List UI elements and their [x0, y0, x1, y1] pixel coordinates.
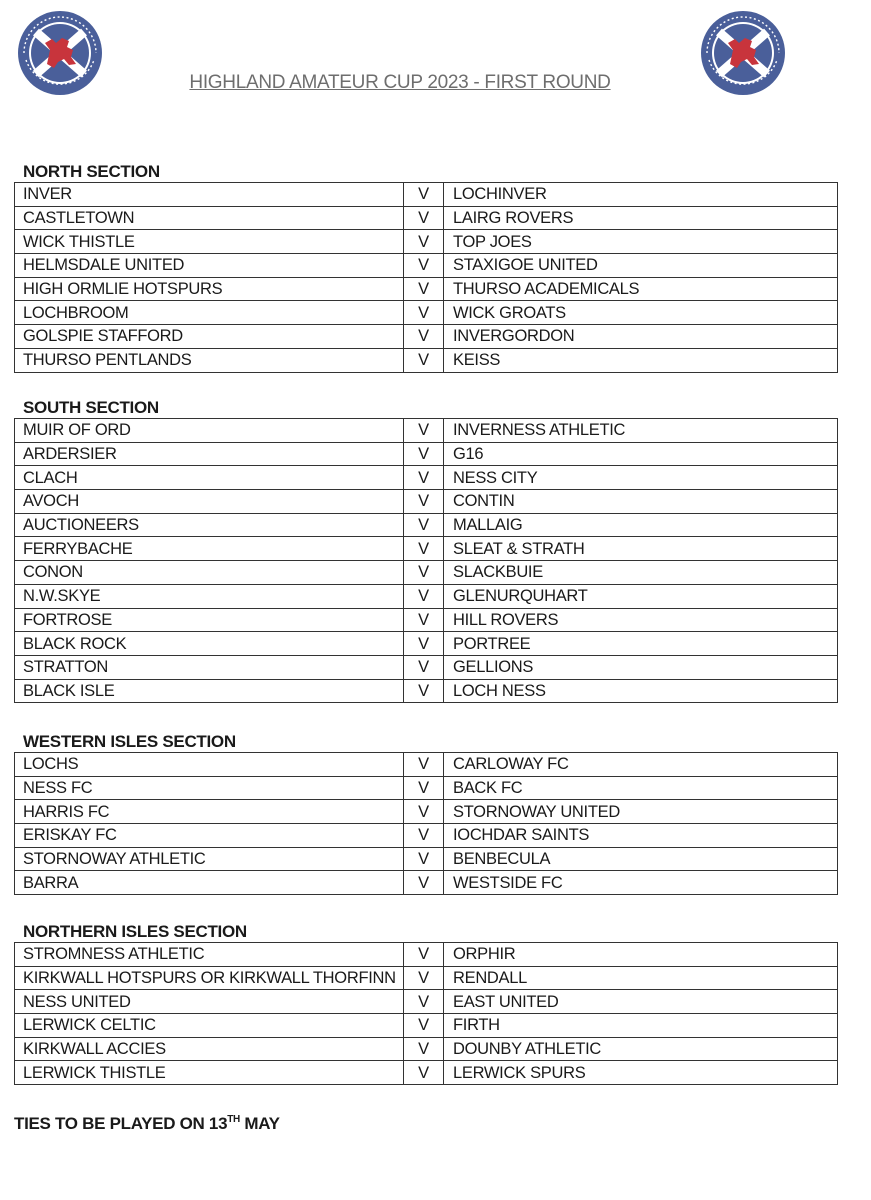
section-title: SOUTH SECTION — [23, 398, 159, 417]
away-team: G16 — [444, 442, 838, 466]
away-team: STORNOWAY UNITED — [444, 800, 838, 824]
fixture-row — [15, 537, 838, 561]
date-ordinal: TH — [227, 1114, 240, 1125]
away-team: INVERNESS ATHLETIC — [444, 419, 838, 443]
fixture-row — [15, 990, 838, 1014]
away-team: EAST UNITED — [444, 990, 838, 1014]
fixture-row — [15, 183, 838, 207]
fixture-row — [15, 254, 838, 278]
versus-mark: V — [404, 847, 444, 871]
away-team: CONTIN — [444, 490, 838, 514]
versus-mark: V — [404, 632, 444, 656]
home-team: AVOCH — [15, 490, 404, 514]
away-team: NESS CITY — [444, 466, 838, 490]
versus-mark: V — [404, 348, 444, 372]
fixture-row — [15, 632, 838, 656]
section-title: NORTH SECTION — [23, 162, 160, 181]
fixture-row — [15, 348, 838, 372]
versus-mark: V — [404, 871, 444, 895]
fixtures-table — [14, 182, 838, 373]
away-team: LERWICK SPURS — [444, 1061, 838, 1085]
away-team: LAIRG ROVERS — [444, 206, 838, 230]
away-team: WICK GROATS — [444, 301, 838, 325]
versus-mark: V — [404, 1061, 444, 1085]
home-team: FERRYBACHE — [15, 537, 404, 561]
play-date-text: TIES TO BE PLAYED ON 13 — [14, 1114, 228, 1133]
north-section — [14, 161, 838, 373]
versus-mark: V — [404, 943, 444, 967]
home-team: HIGH ORMLIE HOTSPURS — [15, 277, 404, 301]
home-team: NESS FC — [15, 776, 404, 800]
fixture-row — [15, 1014, 838, 1038]
versus-mark: V — [404, 206, 444, 230]
home-team: GOLSPIE STAFFORD — [15, 325, 404, 349]
home-team: LERWICK CELTIC — [15, 1014, 404, 1038]
versus-mark: V — [404, 1037, 444, 1061]
away-team: LOCH NESS — [444, 679, 838, 703]
away-team: ORPHIR — [444, 943, 838, 967]
home-team: LOCHS — [15, 753, 404, 777]
home-team: BLACK ISLE — [15, 679, 404, 703]
fixture-row — [15, 608, 838, 632]
home-team: WICK THISTLE — [15, 230, 404, 254]
fixture-row — [15, 1061, 838, 1085]
versus-mark: V — [404, 966, 444, 990]
fixture-row — [15, 419, 838, 443]
home-team: CLACH — [15, 466, 404, 490]
home-team: STRATTON — [15, 655, 404, 679]
fixture-row — [15, 679, 838, 703]
fixtures-table — [14, 942, 838, 1085]
versus-mark: V — [404, 990, 444, 1014]
versus-mark: V — [404, 608, 444, 632]
fixture-row — [15, 466, 838, 490]
northern-isles-section — [14, 921, 838, 1085]
section-title: NORTHERN ISLES SECTION — [23, 922, 247, 941]
away-team: GELLIONS — [444, 655, 838, 679]
section-title: WESTERN ISLES SECTION — [23, 732, 236, 751]
versus-mark: V — [404, 419, 444, 443]
away-team: SLEAT & STRATH — [444, 537, 838, 561]
fixture-row — [15, 490, 838, 514]
fixture-row — [15, 513, 838, 537]
versus-mark: V — [404, 537, 444, 561]
away-team: IOCHDAR SAINTS — [444, 824, 838, 848]
home-team: LERWICK THISTLE — [15, 1061, 404, 1085]
home-team: FORTROSE — [15, 608, 404, 632]
versus-mark: V — [404, 561, 444, 585]
versus-mark: V — [404, 442, 444, 466]
home-team: LOCHBROOM — [15, 301, 404, 325]
fixtures-table — [14, 752, 838, 895]
home-team: CONON — [15, 561, 404, 585]
fixture-row — [15, 753, 838, 777]
versus-mark: V — [404, 800, 444, 824]
home-team: MUIR OF ORD — [15, 419, 404, 443]
away-team: HILL ROVERS — [444, 608, 838, 632]
home-team: STORNOWAY ATHLETIC — [15, 847, 404, 871]
fixture-row — [15, 561, 838, 585]
away-team: DOUNBY ATHLETIC — [444, 1037, 838, 1061]
fixture-row — [15, 325, 838, 349]
play-date-month: MAY — [239, 1114, 280, 1133]
home-team: KIRKWALL HOTSPURS OR KIRKWALL THORFINN — [15, 966, 404, 990]
home-team: HELMSDALE UNITED — [15, 254, 404, 278]
fixture-row — [15, 301, 838, 325]
fixture-row — [15, 1037, 838, 1061]
home-team: KIRKWALL ACCIES — [15, 1037, 404, 1061]
home-team: THURSO PENTLANDS — [15, 348, 404, 372]
western-isles-section — [14, 731, 838, 895]
versus-mark: V — [404, 254, 444, 278]
away-team: BACK FC — [444, 776, 838, 800]
away-team: SLACKBUIE — [444, 561, 838, 585]
fixture-row — [15, 943, 838, 967]
home-team: ERISKAY FC — [15, 824, 404, 848]
versus-mark: V — [404, 277, 444, 301]
versus-mark: V — [404, 753, 444, 777]
away-team: PORTREE — [444, 632, 838, 656]
away-team: MALLAIG — [444, 513, 838, 537]
versus-mark: V — [404, 466, 444, 490]
fixtures-table — [14, 418, 838, 703]
play-date-note — [14, 1114, 280, 1134]
home-team: NESS UNITED — [15, 990, 404, 1014]
fixture-row — [15, 655, 838, 679]
versus-mark: V — [404, 183, 444, 207]
fixture-row — [15, 277, 838, 301]
versus-mark: V — [404, 679, 444, 703]
away-team: INVERGORDON — [444, 325, 838, 349]
versus-mark: V — [404, 1014, 444, 1038]
fixture-row — [15, 230, 838, 254]
away-team: RENDALL — [444, 966, 838, 990]
fixture-row — [15, 776, 838, 800]
versus-mark: V — [404, 490, 444, 514]
fixture-row — [15, 871, 838, 895]
home-team: INVER — [15, 183, 404, 207]
fixture-row — [15, 206, 838, 230]
versus-mark: V — [404, 301, 444, 325]
fixture-row — [15, 800, 838, 824]
away-team: FIRTH — [444, 1014, 838, 1038]
home-team: BARRA — [15, 871, 404, 895]
home-team: STROMNESS ATHLETIC — [15, 943, 404, 967]
versus-mark: V — [404, 776, 444, 800]
versus-mark: V — [404, 230, 444, 254]
home-team: AUCTIONEERS — [15, 513, 404, 537]
fixture-row — [15, 442, 838, 466]
away-team: CARLOWAY FC — [444, 753, 838, 777]
home-team: HARRIS FC — [15, 800, 404, 824]
away-team: TOP JOES — [444, 230, 838, 254]
versus-mark: V — [404, 513, 444, 537]
home-team: N.W.SKYE — [15, 584, 404, 608]
page-title: HIGHLAND AMATEUR CUP 2023 - FIRST ROUND — [189, 72, 611, 93]
south-section — [14, 397, 838, 703]
fixture-row — [15, 584, 838, 608]
fixture-row — [15, 966, 838, 990]
away-team: WESTSIDE FC — [444, 871, 838, 895]
fixture-row — [15, 847, 838, 871]
versus-mark: V — [404, 655, 444, 679]
versus-mark: V — [404, 584, 444, 608]
fixture-row — [15, 824, 838, 848]
away-team: LOCHINVER — [444, 183, 838, 207]
away-team: BENBECULA — [444, 847, 838, 871]
home-team: BLACK ROCK — [15, 632, 404, 656]
away-team: KEISS — [444, 348, 838, 372]
versus-mark: V — [404, 325, 444, 349]
away-team: STAXIGOE UNITED — [444, 254, 838, 278]
away-team: THURSO ACADEMICALS — [444, 277, 838, 301]
home-team: ARDERSIER — [15, 442, 404, 466]
away-team: GLENURQUHART — [444, 584, 838, 608]
versus-mark: V — [404, 824, 444, 848]
home-team: CASTLETOWN — [15, 206, 404, 230]
